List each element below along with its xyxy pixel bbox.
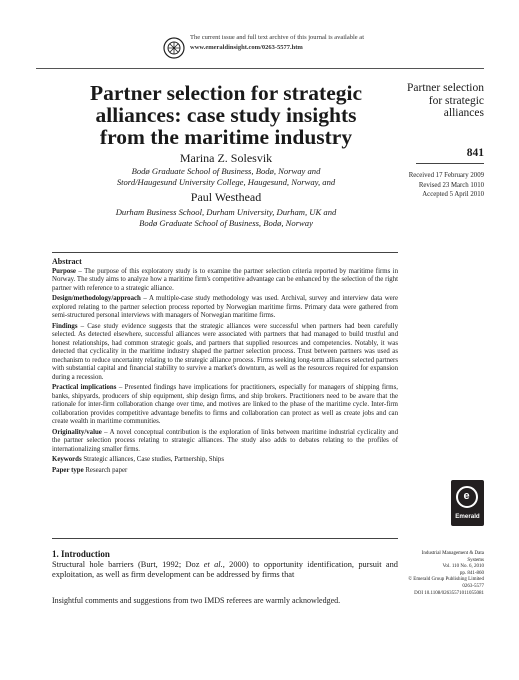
section-label: Practical implications — [52, 384, 117, 391]
journal-doi[interactable]: DOI 10.1108/02635571011055081 — [414, 590, 484, 596]
body-text-italic: et al. — [203, 560, 223, 569]
journal-line: 0263-5577 — [462, 583, 484, 589]
logo-wordmark: Emerald — [455, 513, 480, 520]
section-label: Findings — [52, 322, 78, 330]
archive-url[interactable]: www.emeraldinsight.com/0263-5577.htm — [190, 44, 303, 51]
submission-dates — [400, 171, 484, 200]
logo-emblem-icon — [456, 486, 478, 508]
page-number: 841 — [466, 147, 484, 159]
body-text: Structural hole barriers (Burt, 1992; Doz — [52, 560, 204, 569]
sidebar-rule — [416, 163, 484, 164]
abstract-paper-type — [52, 467, 398, 476]
abstract-originality — [52, 429, 398, 455]
author-affiliation — [54, 207, 398, 229]
affiliation-line: Bodø Graduate School of Business, Bodø, Norway and — [131, 166, 321, 176]
running-title-line: Partner selection — [407, 82, 484, 94]
publisher-logo — [451, 480, 484, 526]
title-line: from the maritime industry — [99, 125, 353, 149]
abstract-top-rule — [52, 252, 398, 253]
affiliation-line: Bodø Graduate School of Business, Bodø, Norway — [139, 218, 313, 228]
abstract-implications — [52, 384, 398, 427]
journal-line: pp. 841-860 — [459, 570, 484, 576]
logo-emblem-glyph: e — [463, 490, 470, 502]
journal-citation — [400, 551, 484, 597]
title-line: alliances: case study insights — [95, 103, 357, 127]
section-text: – A multiple-case study methodology was used. Archival, survey and interview data were explored relating to the partner selection process reported by Norwegian maritime firms. Primary data were gathered from semi-structured personal interviews with managers of Norwegian maritime firms. — [52, 295, 398, 319]
title-line: Partner selection for strategic — [89, 81, 363, 105]
author-name: Paul Westhead — [190, 190, 262, 204]
abstract-keywords — [52, 456, 398, 465]
access-globe-icon — [163, 37, 185, 59]
section-heading: 1. Introduction — [52, 549, 110, 559]
section-label: Keywords — [52, 456, 82, 463]
abstract — [52, 258, 398, 477]
section-text: Research paper — [83, 466, 128, 474]
footnote: Insightful comments and suggestions from two IMDS referees are warmly acknowledged. — [52, 596, 341, 605]
abstract-heading: Abstract — [52, 257, 82, 266]
running-title — [400, 82, 484, 120]
author-affiliation — [54, 166, 398, 188]
archive-note: The current issue and full text archive of this journal is available at — [190, 34, 364, 41]
date-revised: Revised 23 March 1010 — [418, 181, 484, 189]
date-accepted: Accepted 5 April 2010 — [422, 191, 484, 198]
journal-line: Vol. 110 No. 6, 2010 — [442, 564, 484, 570]
running-title-line: alliances — [443, 107, 484, 119]
section-label: Paper type — [52, 466, 84, 474]
journal-line: Industrial Management & Data — [421, 551, 484, 556]
author-name: Marina Z. Solesvik — [179, 151, 273, 165]
abstract-bottom-rule — [52, 538, 398, 539]
section-label: Design/methodology/approach — [52, 295, 141, 302]
section-text: – The purpose of this exploratory study is to examine the partner selection criteria reported by maritime firms in Norway. The study aims to analyze how a maritime firm's competitive advantage can be enhanced by the selection of the right partner with reference to a strategic alliance. — [52, 267, 398, 292]
section-label: Purpose — [52, 267, 76, 275]
abstract-purpose — [52, 268, 398, 294]
abstract-findings — [52, 323, 398, 383]
header-rule — [36, 68, 484, 69]
affiliation-line: Stord/Haugesund University College, Haugesund, Norway, and — [116, 177, 336, 187]
section-text: – Case study evidence suggests that the strategic alliances were successful when partners had been carefully selected. As detected elsewhere, successful alliances were associated with partners that had managed to build trustful and honest relationships, had common strategic goals, and partners that supplied resources and competencies. Notably, it was detected that cyclicality in the maritime industry shaped the partner selection process. Trust between partners was used as mechanism to reduce uncertainty relating to the strategic alliance process. Firms seeking long-term alliances selected partners with substantial capital and financial stability to survive a market's downturn, as well as the resources required for expansion during a recession. — [52, 322, 398, 381]
journal-line: © Emerald Group Publishing Limited — [408, 577, 484, 583]
section-text: – A novel conceptual contribution is the exploration of links between maritime industrial cyclicality and the partner selection process relating to strategic alliances. The study also adds to debates relating to the profiles of internationalizing smaller firms. — [52, 428, 398, 453]
journal-line: Systems — [467, 557, 484, 563]
section-label: Originality/value — [52, 428, 102, 436]
abstract-design — [52, 295, 398, 321]
article-title — [54, 82, 398, 148]
section-text: Strategic alliances, Case studies, Partnership, Ships — [81, 456, 225, 463]
running-title-line: for strategic — [428, 94, 484, 107]
section-text: – Presented findings have implications for practitioners, especially for managers of shipping firms, banks, shipyards, producers of ship equipment, ship design firms, and ship brokers. Practitioners need to be aware that the rationale for inter-firm collaboration change over time, and motives are linked to the phase of the maritime cycle. Inter-firm collaboration provides competitive advantage benefits to firms and collaboration can protect as well as create jobs and can create wealth in maritime communities. — [52, 384, 398, 425]
date-received: Received 17 February 2009 — [408, 172, 484, 179]
body-text: , 2000) to opportunity identification, pursuit and exploitation, as well as firm development can be addressed by firms that — [52, 560, 398, 579]
body-paragraph — [52, 560, 398, 580]
affiliation-line: Durham Business School, Durham University, Durham, UK and — [115, 207, 337, 217]
